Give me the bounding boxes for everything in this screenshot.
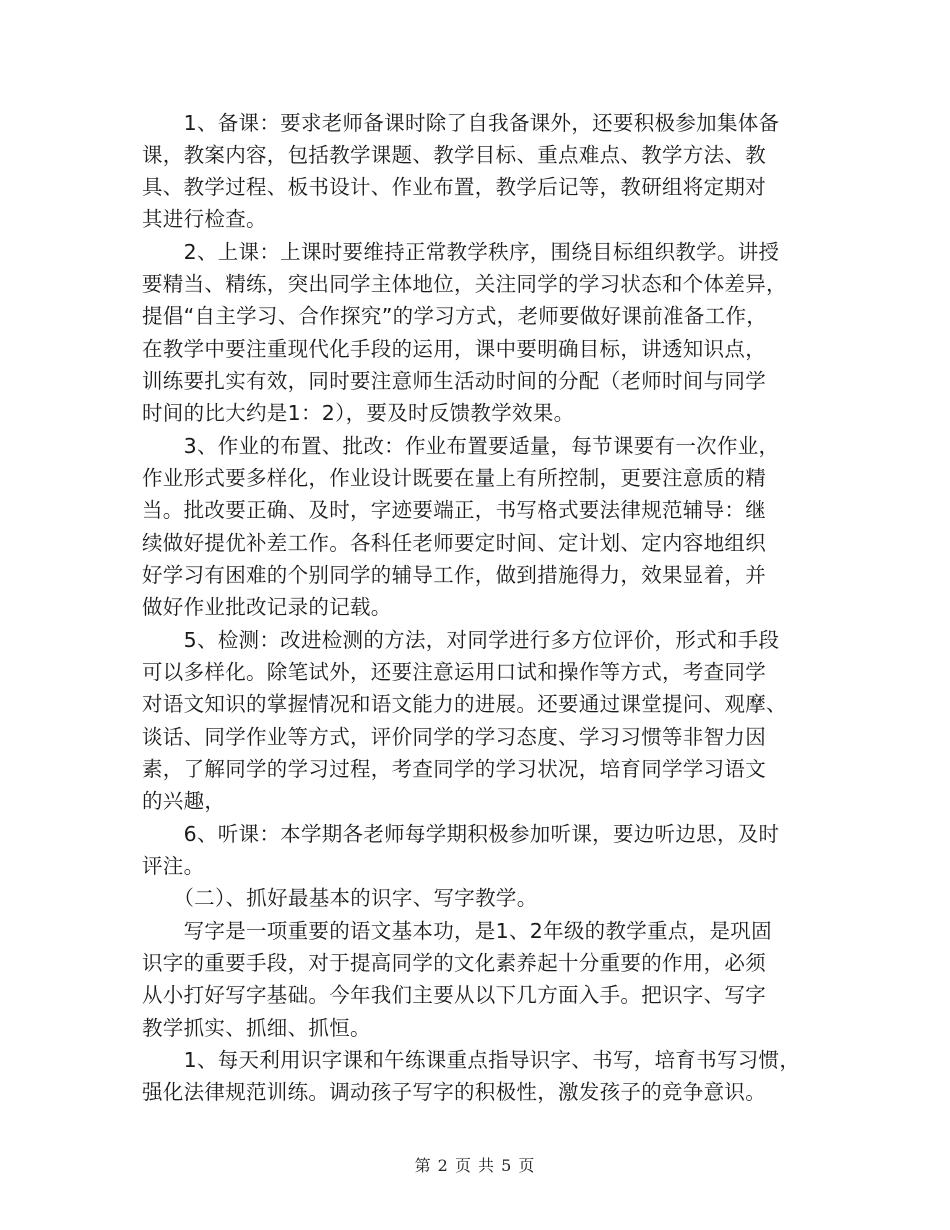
body-text-line: 要精当、精练，突出同学主体地位，关注同学的学习状态和个体差异， — [142, 272, 787, 296]
body-text-line: 时间的比大约是1：2），要及时反馈教学效果。 — [142, 401, 575, 425]
body-text-line: 1、每天利用识字课和午练课重点指导识字、书写，培育书写习惯， — [142, 1048, 801, 1072]
body-text-line: 续做好提优补差工作。各科任老师要定时间、定计划、定内容地组织 — [142, 531, 766, 555]
body-text-line: 从小打好写字基础。今年我们主要从以下几方面入手。把识字、写字 — [142, 983, 766, 1007]
section-heading: （二）、抓好最基本的识字、写字教学。 — [142, 886, 538, 910]
body-text-line: 教学抓实、抓细、抓恒。 — [142, 1016, 371, 1040]
body-text-line: 的兴趣， — [142, 789, 226, 813]
body-text-line: 识字的重要手段，对于提高同学的文化素养起十分重要的作用，必须 — [142, 951, 766, 975]
body-text-line: 当。批改要正确、及时，字迹要端正，书写格式要法律规范辅导：继 — [142, 498, 766, 522]
body-text-line: 评注。 — [142, 854, 205, 878]
body-text-line: 具、教学过程、板书设计、作业布置，教学后记等，教研组将定期对 — [142, 175, 766, 199]
body-text-line: 做好作业批改记录的记载。 — [142, 595, 392, 619]
body-text-line: 在教学中要注重现代化手段的运用，课中要明确目标，讲透知识点， — [142, 337, 766, 361]
body-text-line: 对语文知识的掌握情况和语文能力的进展。还要通过课堂提问、观摩、 — [142, 692, 787, 716]
body-text-line: 1、备课：要求老师备课时除了自我备课外，还要积极参加集体备 — [142, 111, 780, 135]
body-text-line: 写字是一项重要的语文基本功，是1、2年级的教学重点，是巩固 — [142, 919, 772, 943]
body-text-line: 素，了解同学的学习过程，考查同学的学习状况，培育同学学习语文 — [142, 757, 766, 781]
page-number-footer: 第 2 页 共 5 页 — [414, 1156, 536, 1175]
body-text-line: 3、作业的布置、批改：作业布置要适量，每节课要有一次作业， — [142, 434, 780, 458]
body-text-line: 可以多样化。除笔试外，还要注意运用口试和操作等方式，考查同学 — [142, 660, 766, 684]
body-text-line: 6、听课：本学期各老师每学期积极参加听课，要边听边思，及时 — [142, 822, 780, 846]
body-text-line: 提倡“自主学习、合作探究”的学习方式，老师要做好课前准备工作， — [142, 304, 768, 328]
body-text-line: 2、上课：上课时要维持正常教学秩序，围绕目标组织教学。讲授 — [142, 240, 780, 264]
body-text-line: 训练要扎实有效，同时要注意师生活动时间的分配（老师时间与同学 — [142, 369, 766, 393]
body-text-line: 作业形式要多样化，作业设计既要在量上有所控制，更要注意质的精 — [142, 466, 766, 490]
body-text-line: 其进行检查。 — [142, 207, 267, 231]
body-text-line: 强化法律规范训练。调动孩子写字的积极性，激发孩子的竞争意识。 — [142, 1080, 766, 1104]
body-text-line: 5、检测：改进检测的方法，对同学进行多方位评价，形式和手段 — [142, 628, 780, 652]
body-text-line: 课，教案内容，包括教学课题、教学目标、重点难点、教学方法、教 — [142, 143, 766, 167]
body-text-line: 好学习有困难的个别同学的辅导工作，做到措施得力，效果显着，并 — [142, 563, 766, 587]
body-text-line: 谈话、同学作业等方式，评价同学的学习态度、学习习惯等非智力因 — [142, 725, 766, 749]
